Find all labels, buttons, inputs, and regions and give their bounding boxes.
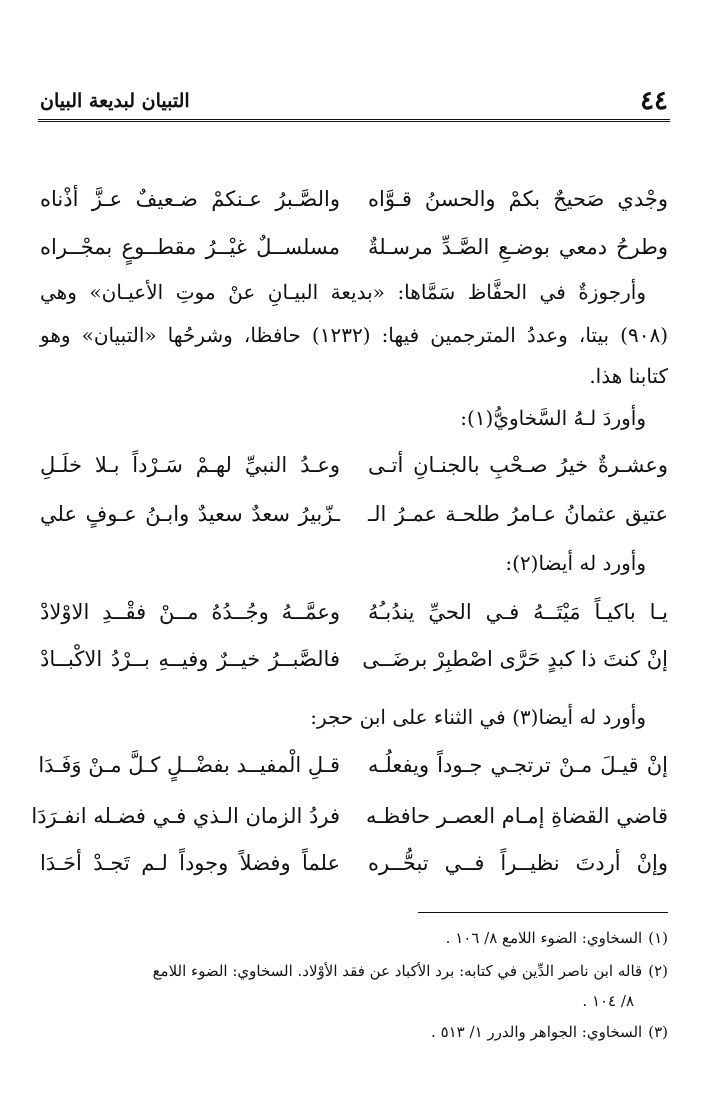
section-intro: وأوردَ لـهُ السَّخاويُّ(١): [460, 406, 646, 430]
footnote-number: (١) [648, 929, 668, 947]
verse-hemistich-first: يـا باكيـاً مَيْتَــهُ فـي الحيِّ يندُبـُهُ [368, 600, 668, 624]
header-rule [38, 119, 670, 122]
paragraph-line: وأرجوزةٌ في الحفَّاظ سَمَّاها: «بديعة البيـانِ عنْ موتِ الأعيـان» وهي [40, 280, 646, 304]
verse-row [40, 445, 668, 485]
verse-hemistich-second: فردُ الزمان الـذي فـي فضـله انفـرَدَا [31, 804, 340, 828]
verse-hemistich-first: قاضي القضاةِ إمـام العصـر حافظـه [366, 804, 668, 828]
verse-row [40, 494, 668, 534]
verse-hemistich-first: إنْ كنتَ ذا كبدٍ حَرَّى اصْطبِرْ برضَــى [362, 647, 668, 671]
page-number: ٤٤ [640, 86, 668, 116]
verse-hemistich-second: علماً وفضلاً وجوداً لـم تَجـدْ أحَـدَا [40, 851, 340, 875]
verse-hemistich-first: إنْ قيـلَ مـنْ ترتجـي جـوداً ويفعلُـه [368, 753, 668, 777]
verse-row [40, 843, 668, 883]
page-header [38, 86, 670, 122]
verse-hemistich-second: والصَّـبرُ عـنكمْ ضـعيفٌ عـزَّ أذْناه [40, 187, 340, 211]
footnote-text: السخاوي: الجواهر والدرر ١/ ٥١٣ . [431, 1023, 643, 1041]
verse-row [40, 745, 668, 785]
footnote-rule [418, 912, 668, 913]
verse-hemistich-first: وطرحُ دمعي بوضـعِ الصَّـدِّ مرسـلةٌ [368, 235, 668, 259]
verse-hemistich-first: وإنْ أردتَ نظيــراً فــي تبحُّــره [368, 851, 668, 875]
verse-hemistich-first: عتيق عثمانُ عـامرُ طلحـة عمـرُ الـ [368, 502, 668, 526]
footnote [40, 923, 668, 953]
verse-hemistich-second: مسلســلٌ غيْــرُ مقطــوعٍ بمجْــراه [40, 235, 340, 259]
verse-row [40, 592, 668, 632]
footnote-text: السخاوي: الضوء اللامع ٨/ ١٠٦ . [445, 929, 643, 947]
footnote-text: قاله ابن ناصر الدِّين في كتابه: برد الأكباد عن فقد الأوْلاد. السخاوي: الضوء اللامع [152, 962, 643, 980]
verse-row [40, 179, 668, 219]
verse-row [40, 227, 668, 267]
verse-hemistich-second: قـلِ الْمفيــد بفضْــلٍ كـلَّ مـنْ وَفَـدَا [38, 753, 340, 777]
section-intro: وأورد له أيضا(٢): [505, 551, 646, 575]
section-intro: وأورد له أيضا(٣) في الثناء على ابن حجر: [310, 705, 646, 729]
footnote-number: (٣) [648, 1023, 668, 1041]
footnote-number: (٢) [648, 962, 668, 980]
footnote-continuation: ٨/ ١٠٤ . [582, 992, 634, 1010]
verse-hemistich-second: وعـدُ النبيِّ لهـمْ سَـرْداً بـلا خلَـلِ [40, 453, 340, 477]
paragraph-line: كتابنا هذا. [589, 364, 668, 388]
verse-hemistich-second: وعمَّــهُ وجُــدُهُ مــنْ فقْــدِ الاوْلادْ [40, 600, 340, 624]
running-title: التبيان لبديعة البيان [40, 90, 190, 112]
verse-hemistich-first: وجْدي صَحيحٌ بكمْ والحسنُ قـوَّاه [368, 187, 668, 211]
verse-row [40, 639, 668, 679]
verse-hemistich-second: فالصَّبــرُ خيــرٌ وفيــهِ بــرْدُ الاكْبــادْ [40, 647, 340, 671]
verse-row [31, 796, 668, 836]
paragraph-line: (٩٠٨) بيتا، وعددُ المترجمين فيها: (١٢٣٢) حافظا، وشرحُها «التبيان» وهو [40, 323, 668, 347]
footnote [40, 956, 668, 986]
footnote [40, 1017, 668, 1047]
verse-hemistich-first: وعشـرةٌ خيرُ صـحْبِ بالجنـانِ أتـى [368, 453, 668, 477]
verse-hemistich-second: ـزّبيرُ سعدٌ سعيدٌ وابـنُ عـوفٍ علي [40, 502, 340, 526]
